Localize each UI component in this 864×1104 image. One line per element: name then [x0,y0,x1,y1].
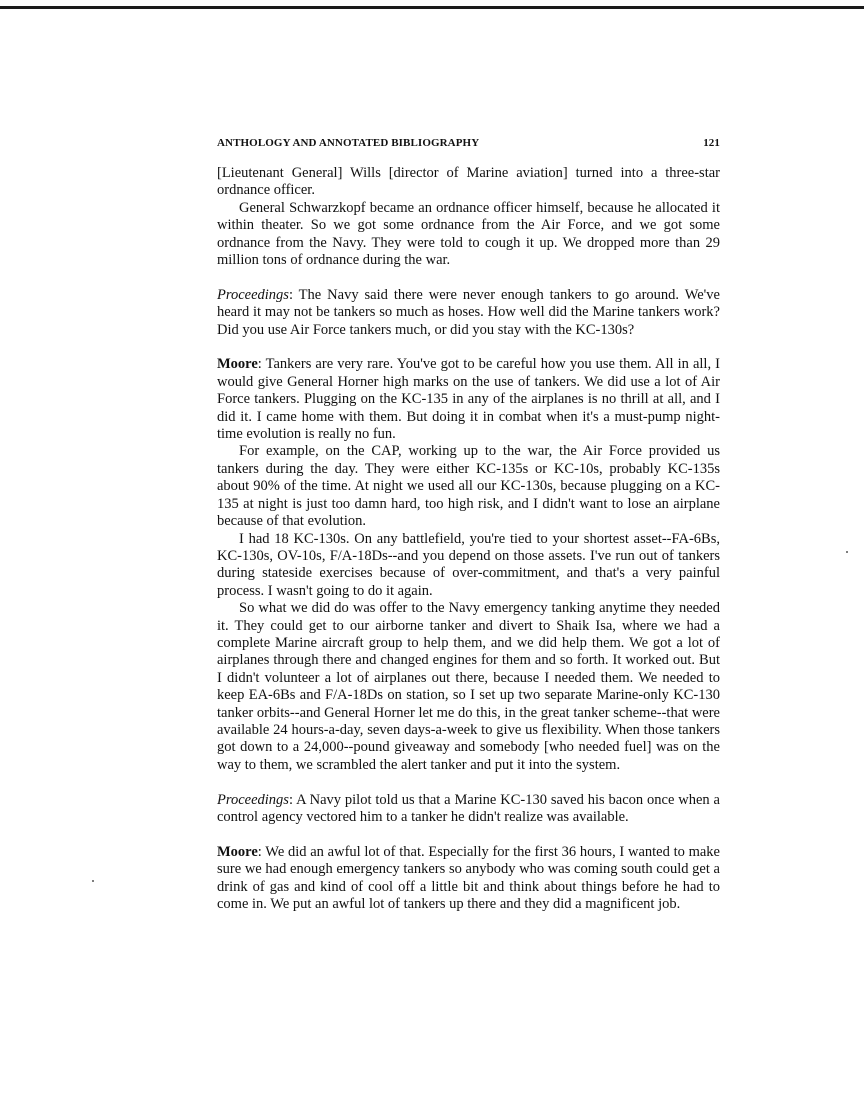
paragraph-7-text: So what we did do was offer to the Navy emergency tanking anytime they needed it. They could get to our airborne tanker and divert to Shaik Isa, where we had a complete Marine aircraft group to help them, and we did help them. We got a lot of airplanes through there and changed engines for them and so forth. It worked out. But I didn't volunteer a lot of airplanes out there, because I needed them. We needed to keep EA-6Bs and F/A-18Ds on station, so I set up two separate Marine-only KC-130 tanker orbits--and General Horner let me do this, in the great tanker scheme--that were available 24 hours-a-day, seven days-a-week to give us flexibility. When those tankers got down to a 24,000--pound giveaway and somebody [who needed fuel] was on the way to them, we scrambled the alert tanker and put it into the system. [217,600,720,773]
paragraph-2-text: General Schwarzkopf became an ordnance officer himself, because he allocated it within theater. So we got some ordnance from the Air Force, and we got some ordnance from the Navy. They were told to cough it up. We dropped more than 29 million tons of ordnance during the war. [217,199,720,269]
answer-2: Moore: We did an awful lot of that. Especially for the first 36 hours, I wanted to make sure we had enough emergency tankers so anybody who was coming south could get a drink of gas and kind of cool off a little bit and think about things before he had to come in. We put an awful lot of tankers up there and they did a magnificent job. [217,843,720,912]
answer-1: Moore: Tankers are very rare. You've got to be careful how you use them. All in all, I would give General Horner high marks on the use of tankers. We did use a lot of Air Force tankers. Plugging on the KC-135 in any of the airplanes is no thrill at all, and I did it. I came home with them. But doing it in combat when it's a must-pump night-time evolution is really no fun. [217,356,720,443]
paragraph-5-text: For example, on the CAP, working up to the war, the Air Force provided us tankers during the day. They were either KC-135s or KC-10s, probably KC-135s about 90% of the time. At night we used all our KC-130s, because plugging on a KC-135 at night is just too damn hard, too high risk, and I didn't want to lose an airplane because of that evolution. [217,443,720,530]
paragraph-6-text: I had 18 KC-130s. On any battlefield, you're tied to your shortest asset--FA-6Bs, KC-130s, OV-10s, F/A-18Ds--and you depend on those assets. I've run out of tankers during stateside exercises because of over-commitment, and that's a very painful process. I wasn't going to do it again. [217,530,720,599]
speaker-moore: Moore [217,356,258,373]
paragraph-2 [217,200,720,270]
answer-2-text: We did an awful lot of that. Especially for the first 36 hours, I wanted to make sure we had enough emergency tankers so anybody who was coming south could get a drink of gas and kind of cool off a little bit and think about things before he had to come in. We put an awful lot of tankers up there and they did a magnificent job. [217,843,720,912]
speaker-proceedings: Proceedings [217,286,289,303]
question-1-text: The Navy said there were never enough tankers to go around. We've heard it may not be tankers so much as hoses. How well did the Marine tankers work? Did you use Air Force tankers much, or did you stay with the KC-130s? [217,286,720,338]
running-header-title: ANTHOLOGY AND ANNOTATED BIBLIOGRAPHY [217,137,480,149]
paragraph-6 [217,531,720,601]
top-border-rule [0,6,864,9]
scan-speck [846,551,848,553]
body-text [217,165,720,913]
paragraph-5 [217,443,720,530]
running-header [217,137,720,149]
question-2-text: A Navy pilot told us that a Marine KC-130 saved his bacon once when a control agency vectored him to a tanker he didn't realize was available. [217,791,720,825]
speaker-moore: Moore [217,843,258,860]
question-1: Proceedings: The Navy said there were never enough tankers to go around. We've heard it may not be tankers so much as hoses. How well did the Marine tankers work? Did you use Air Force tankers much, or did you stay with the KC-130s? [217,286,720,338]
paragraph-7 [217,600,720,774]
paragraph-1 [217,165,720,200]
answer-1-text: Tankers are very rare. You've got to be careful how you use them. All in all, I would give General Horner high marks on the use of tankers. We did use a lot of Air Force tankers. Plugging on the KC-135 in any of the airplanes is no thrill at all, and I did it. I came home with them. But doing it in combat when it's a must-pump night-time evolution is really no fun. [217,356,720,443]
speaker-proceedings: Proceedings [217,791,289,808]
paragraph-1-text: [Lieutenant General] Wills [director of Marine aviation] turned into a three-star ordnance officer. [217,165,720,199]
question-2: Proceedings: A Navy pilot told us that a Marine KC-130 saved his bacon once when a control agency vectored him to a tanker he didn't realize was available. [217,791,720,825]
page-number: 121 [703,137,720,149]
scan-speck [92,880,94,882]
